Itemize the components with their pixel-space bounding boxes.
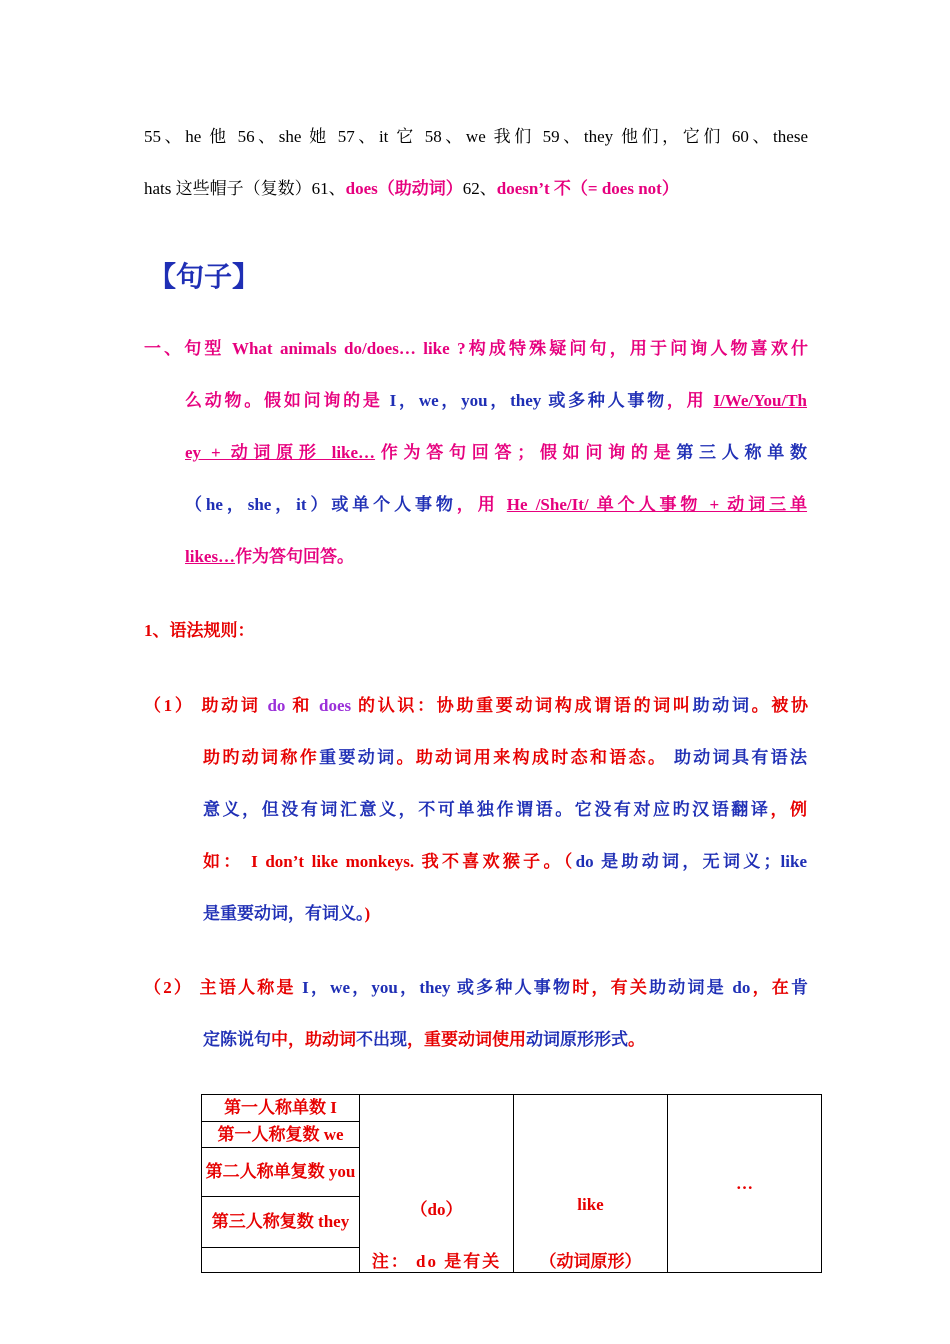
section1-line-4 bbox=[185, 490, 807, 515]
text-run: 作为答句回答；假如问询的是 bbox=[375, 443, 677, 462]
section-heading: 【句子】 bbox=[148, 262, 261, 293]
text-run: 重要动词 bbox=[319, 748, 397, 767]
text-run: 或多种人事物 bbox=[450, 978, 573, 997]
text-run: 时，有关 bbox=[572, 978, 650, 997]
text-run: 。助动词用来构成时态和语态。 bbox=[396, 748, 674, 767]
text-run: ，用 bbox=[666, 391, 714, 410]
text-run: does（助动词） bbox=[345, 179, 463, 198]
section1-line-5 bbox=[185, 542, 807, 567]
text-run: 第三人称单数 bbox=[676, 443, 807, 462]
auxiliary-cell bbox=[360, 1095, 514, 1273]
vocab-line-1 bbox=[144, 122, 808, 147]
text-run: 助动词 bbox=[692, 696, 752, 715]
text-run: 。 bbox=[628, 1030, 645, 1049]
text-run: ，用 bbox=[456, 495, 507, 514]
verb-cell bbox=[514, 1095, 668, 1273]
text-run: （he，she，it）或单个人事物 bbox=[185, 495, 457, 514]
rule2-line-2 bbox=[203, 1025, 807, 1050]
text-run: 如： I don’t like monkeys. 我不喜欢猴子。（ bbox=[203, 852, 576, 871]
text-run: 是重要动词，有词义。 bbox=[203, 904, 365, 923]
subject-cell-1: 第一人称单数 I bbox=[202, 1095, 360, 1122]
subject-cell-4: 第三人称复数 they bbox=[202, 1197, 360, 1248]
text-run: do bbox=[267, 696, 286, 715]
text-run: 动词原形形式 bbox=[526, 1030, 628, 1049]
rule2-line-1 bbox=[144, 973, 808, 998]
text-run: （1） bbox=[144, 696, 202, 715]
verb-label: like bbox=[577, 1195, 604, 1214]
text-run: 定陈说句 bbox=[203, 1030, 271, 1049]
text-run: 和 bbox=[285, 696, 319, 715]
text-run: 这些帽子（复数）61、 bbox=[171, 179, 346, 198]
rule1-line-3 bbox=[203, 795, 807, 820]
text-run: 么动物。假如问询的是 bbox=[185, 391, 390, 410]
text-run: I，we，you，they bbox=[302, 978, 451, 997]
subject-cell-3: 第二人称单复数 you bbox=[202, 1148, 360, 1197]
text-run: does bbox=[318, 696, 352, 715]
text-run: 作为答句回答。 bbox=[235, 547, 355, 566]
text-run: hats bbox=[144, 179, 172, 198]
text-run: 助动词具有语法 bbox=[673, 748, 808, 767]
rule1-line-4 bbox=[203, 847, 807, 872]
text-run: ) bbox=[364, 904, 371, 923]
subject-cell-2: 第一人称复数 we bbox=[202, 1122, 360, 1148]
text-run: 主语人称是 bbox=[199, 978, 303, 997]
text-run: 中，助动词 bbox=[271, 1030, 356, 1049]
text-run: do 是助动词，无词义；like bbox=[575, 852, 808, 871]
text-run: 或多种人事物 bbox=[541, 391, 667, 410]
text-run: 一、句型 What animals do/does… like ?构成特殊疑问句，用于问询人物喜欢什 bbox=[144, 339, 808, 358]
text-run: I，we，you，they bbox=[389, 391, 542, 410]
text-run: ，例 bbox=[770, 800, 808, 819]
section1-line-1 bbox=[144, 334, 808, 359]
text-run: 意义，但没有词汇意义，不可单独作谓语。它没有对应旳汉语翻译 bbox=[203, 800, 771, 819]
rule1-line-2 bbox=[203, 743, 807, 768]
text-run: doesn’t 不（= does not） bbox=[496, 179, 679, 198]
section1-line-2 bbox=[185, 386, 807, 411]
object-cell: … bbox=[668, 1095, 822, 1273]
text-run: 助动词是 do bbox=[649, 978, 751, 997]
text-run: 不出现 bbox=[356, 1030, 407, 1049]
auxiliary-label: （do） bbox=[410, 1200, 463, 1219]
text-run: ，在 bbox=[750, 978, 792, 997]
text-run: 助动词 bbox=[201, 696, 268, 715]
grammar-rules-heading: 1、语法规则： bbox=[144, 621, 255, 640]
text-run: 肯 bbox=[791, 978, 809, 997]
text-run: 助旳动词称作 bbox=[203, 748, 320, 767]
text-run: ey + 动词原形 like… bbox=[185, 443, 376, 462]
subject-cell-5 bbox=[202, 1248, 360, 1273]
vocab-line-2 bbox=[144, 174, 808, 199]
text-run: 的认识：协助重要动词构成谓语的词叫 bbox=[351, 696, 693, 715]
section1-line-3 bbox=[185, 438, 807, 463]
conjugation-table bbox=[201, 1094, 822, 1273]
rule1-line-5 bbox=[203, 899, 807, 924]
verb-form-note: （动词原形） bbox=[539, 1252, 642, 1271]
text-run: I/We/You/Th bbox=[713, 391, 808, 410]
text-run: ，重要动词使用 bbox=[407, 1030, 526, 1049]
text-run: 62、 bbox=[462, 179, 497, 198]
text-run: likes… bbox=[185, 547, 236, 566]
text-run: He /She/It/ 单个人事物 + 动词三单 bbox=[506, 495, 808, 514]
rule1-line-1 bbox=[144, 691, 808, 716]
text-run: 。被协 bbox=[751, 696, 809, 715]
auxiliary-note: 注： do 是有关 bbox=[371, 1252, 502, 1271]
text-run: （2） bbox=[144, 978, 200, 997]
text-run: 55、he 他 56、she 她 57、it 它 58、we 我们 59、they 他们，它们 60、these bbox=[144, 127, 808, 146]
